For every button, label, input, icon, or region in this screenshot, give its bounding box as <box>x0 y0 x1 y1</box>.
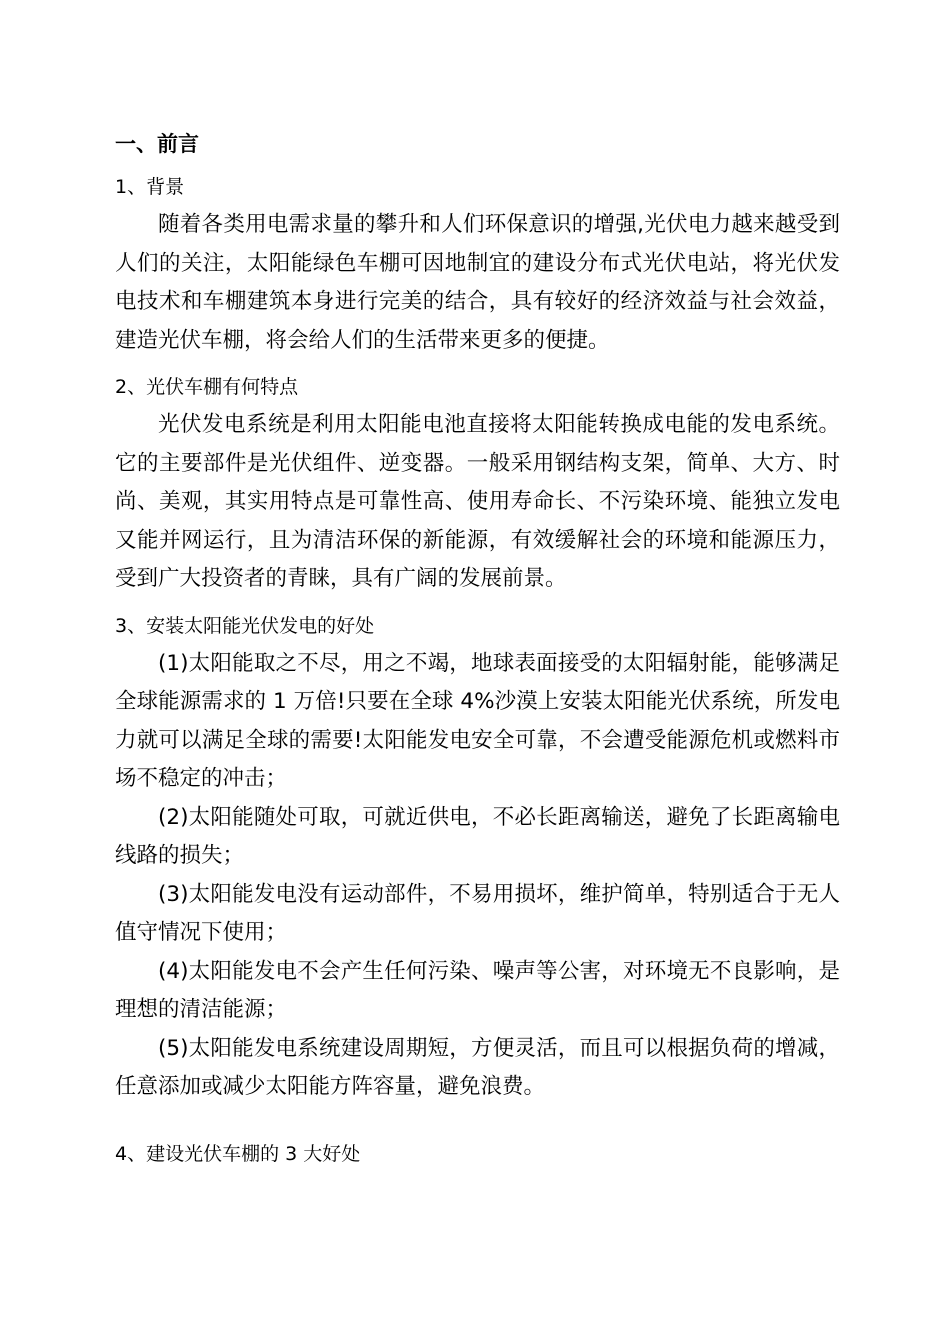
benefit-item-4: (4)太阳能发电不会产生任何污染、噪声等公害，对环境无不良影响，是理想的清洁能源； <box>115 958 840 1022</box>
benefit-item-3: (3)太阳能发电没有运动部件，不易用损坏，维护简单，特别适合于无人值守情况下使用； <box>115 881 840 945</box>
paragraph-background: 随着各类用电需求量的攀升和人们环保意识的增强,光伏电力越来越受到人们的关注，太阳能绿色车棚可因地制宜的建设分布式光伏电站，将光伏发电技术和车棚建筑本身进行完美的结合，具有较好的经济效益与社会效益，建造光伏车棚，将会给人们的生活带来更多的便捷。 <box>115 212 840 353</box>
benefit-item-1: (1)太阳能取之不尽，用之不竭，地球表面接受的太阳辐射能，能够满足全球能源需求的 1 万倍!只要在全球 4%沙漠上安装太阳能光伏系统，所发电力就可以满足全球的需要!太阳能发电安全可靠，不会遭受能源危机或燃料市场不稳定的冲击； <box>115 650 840 791</box>
spacer <box>115 1107 840 1137</box>
subsection-title-features: 2、光伏车棚有何特点 <box>115 376 299 398</box>
paragraph-features: 光伏发电系统是利用太阳能电池直接将太阳能转换成电能的发电系统。它的主要部件是光伏组件、逆变器。一般采用钢结构支架，简单、大方、时尚、美观，其实用特点是可靠性高、使用寿命长、不污染环境、能独立发电又能并网运行，且为清洁环保的新能源，有效缓解社会的环境和能源压力，受到广大投资者的青睐，具有广阔的发展前景。 <box>115 412 840 591</box>
document-body <box>115 126 840 1173</box>
subsection-title-carport-benefits: 4、建设光伏车棚的 3 大好处 <box>115 1142 361 1165</box>
subsection-title-benefits: 3、安装太阳能光伏发电的好处 <box>115 614 375 637</box>
section-heading-preface: 一、前言 <box>115 132 199 156</box>
subsection-title-background: 1、背景 <box>115 176 185 198</box>
benefit-item-5: (5)太阳能发电系统建设周期短，方便灵活，而且可以根据负荷的增减，任意添加或减少太阳能方阵容量，避免浪费。 <box>115 1035 840 1099</box>
benefit-item-2: (2)太阳能随处可取，可就近供电，不必长距离输送，避免了长距离输电线路的损失； <box>115 804 840 868</box>
